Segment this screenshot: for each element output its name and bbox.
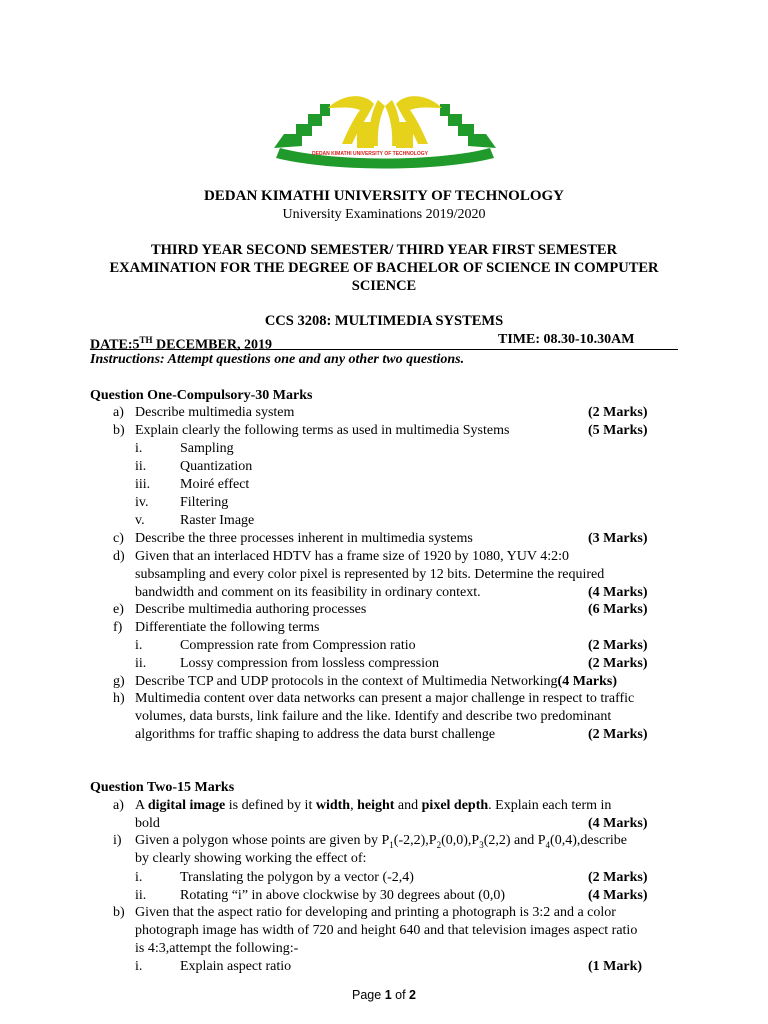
q1-h-number: h) bbox=[113, 691, 125, 706]
exam-title-line1: THIRD YEAR SECOND SEMESTER/ THIRD YEAR FIRST SEMESTER bbox=[150, 242, 618, 258]
q1-g-text: Describe TCP and UDP protocols in the context of Multimedia Networking(4 Marks) bbox=[135, 674, 618, 689]
question-two-heading: Question Two-15 Marks bbox=[90, 780, 235, 795]
exam-title-line3: SCIENCE bbox=[351, 278, 417, 294]
q2-b-sub-number: i. bbox=[135, 959, 143, 974]
q1-f-sub-text: Lossy compression from lossless compression bbox=[180, 656, 439, 671]
q1-h-text: volumes, data bursts, link failure and the like. Identify and describe two predominant bbox=[135, 709, 612, 724]
q1-b-sub-number: i. bbox=[135, 441, 143, 456]
q2-a-marks: (4 Marks) bbox=[588, 816, 648, 831]
q2-b-number: b) bbox=[113, 905, 125, 920]
q2-a-text: A digital image is defined by it width, height and pixel depth. Explain each term in bbox=[135, 798, 612, 813]
q1-g-number: g) bbox=[113, 674, 125, 689]
q2-i-text: Given a polygon whose points are given by $P_1(-2,2),P_2(0,0),P_3(2,2)$ and $P_4(0,4),describe$ bbox=[135, 833, 627, 850]
q1-b-text: Explain clearly the following terms as used in multimedia Systems bbox=[135, 423, 510, 438]
q2-b-text: photograph image has width of 720 and height 640 and that television images aspect ratio bbox=[135, 923, 638, 938]
q1-f-text: Differentiate the following terms bbox=[135, 620, 320, 635]
q1-d-text: subsampling and every color pixel is represented by 12 bits. Determine the required bbox=[135, 567, 605, 582]
header-divider bbox=[90, 349, 678, 350]
q1-b-sub-number: iii. bbox=[135, 477, 151, 492]
q1-e-marks: (6 Marks) bbox=[588, 602, 648, 617]
q1-e-number: e) bbox=[113, 602, 124, 617]
q2-i-text: by clearly showing working the effect of: bbox=[135, 851, 367, 866]
q1-f-sub-marks: (2 Marks) bbox=[588, 638, 648, 653]
q2-i-sub-number: ii. bbox=[135, 888, 147, 903]
q1-b-sub-number: v. bbox=[135, 513, 145, 528]
q1-h-text: Multimedia content over data networks can present a major challenge in respect to traffic bbox=[135, 691, 635, 706]
q1-d-text: bandwidth and comment on its feasibility in ordinary context. bbox=[135, 585, 481, 600]
q1-a-text: Describe multimedia system bbox=[135, 405, 295, 420]
q1-b-sub-text: Quantization bbox=[180, 459, 253, 474]
university-name: DEDAN KIMATHI UNIVERSITY OF TECHNOLOGY bbox=[203, 188, 565, 204]
q1-b-sub-text: Raster Image bbox=[180, 513, 255, 528]
exam-time: TIME: 08.30-10.30AM bbox=[498, 332, 635, 347]
q1-c-number: c) bbox=[113, 531, 124, 546]
q1-b-sub-number: iv. bbox=[135, 495, 149, 510]
q2-i-sub-text: Translating the polygon by a vector (-2,4) bbox=[180, 870, 414, 885]
question-one-heading: Question One-Compulsory-30 Marks bbox=[90, 388, 313, 403]
exam-date: DATE:5TH DECEMBER, 2019 bbox=[90, 335, 272, 353]
q2-b-sub-marks: (1 Mark) bbox=[588, 959, 643, 974]
exam-title-line2: EXAMINATION FOR THE DEGREE OF BACHELOR OF SCIENCE IN COMPUTER bbox=[109, 260, 659, 276]
q2-b-text: is 4:3,attempt the following:- bbox=[135, 941, 299, 956]
q1-b-marks: (5 Marks) bbox=[588, 423, 648, 438]
q1-b-sub-text: Sampling bbox=[180, 441, 234, 456]
q1-f-sub-number: i. bbox=[135, 638, 143, 653]
q1-a-number: a) bbox=[113, 405, 124, 420]
q1-f-sub-number: ii. bbox=[135, 656, 147, 671]
q2-i-number: i) bbox=[113, 833, 122, 848]
page-footer: Page 1 of 2 bbox=[352, 988, 416, 1002]
instructions: Instructions: Attempt questions one and any other two questions. bbox=[90, 352, 465, 367]
q2-i-sub-number: i. bbox=[135, 870, 143, 885]
q1-h-text: algorithms for traffic shaping to address the data burst challenge bbox=[135, 727, 496, 742]
q1-b-sub-number: ii. bbox=[135, 459, 147, 474]
q1-f-sub-text: Compression rate from Compression ratio bbox=[180, 638, 416, 653]
q2-b-sub-text: Explain aspect ratio bbox=[180, 959, 292, 974]
q1-b-sub-text: Moiré effect bbox=[180, 477, 250, 492]
q2-i-sub-text: Rotating “i” in above clockwise by 30 degrees about (0,0) bbox=[180, 888, 506, 903]
q1-d-number: d) bbox=[113, 549, 125, 564]
q1-a-marks: (2 Marks) bbox=[588, 405, 648, 420]
q1-b-number: b) bbox=[113, 423, 125, 438]
q1-d-marks: (4 Marks) bbox=[588, 585, 648, 600]
q1-c-text: Describe the three processes inherent in multimedia systems bbox=[135, 531, 473, 546]
q2-i-sub-marks: (2 Marks) bbox=[588, 870, 648, 885]
university-logo bbox=[262, 86, 508, 176]
q1-h-marks: (2 Marks) bbox=[588, 727, 648, 742]
logo-ribbon-text: DEDAN KIMATHI UNIVERSITY OF TECHNOLOGY bbox=[312, 151, 428, 157]
q2-i-sub-marks: (4 Marks) bbox=[588, 888, 648, 903]
course-title: CCS 3208: MULTIMEDIA SYSTEMS bbox=[264, 313, 504, 329]
exam-session: University Examinations 2019/2020 bbox=[282, 207, 486, 222]
q1-c-marks: (3 Marks) bbox=[588, 531, 648, 546]
q2-a-text: bold bbox=[135, 816, 160, 831]
q1-b-sub-text: Filtering bbox=[180, 495, 229, 510]
q2-a-number: a) bbox=[113, 798, 124, 813]
q2-b-text: Given that the aspect ratio for developing and printing a photograph is 3:2 and a color bbox=[135, 905, 616, 920]
q1-f-number: f) bbox=[113, 620, 123, 635]
q1-e-text: Describe multimedia authoring processes bbox=[135, 602, 367, 617]
q1-f-sub-marks: (2 Marks) bbox=[588, 656, 648, 671]
q1-d-text: Given that an interlaced HDTV has a frame size of 1920 by 1080, YUV 4:2:0 bbox=[135, 549, 570, 564]
